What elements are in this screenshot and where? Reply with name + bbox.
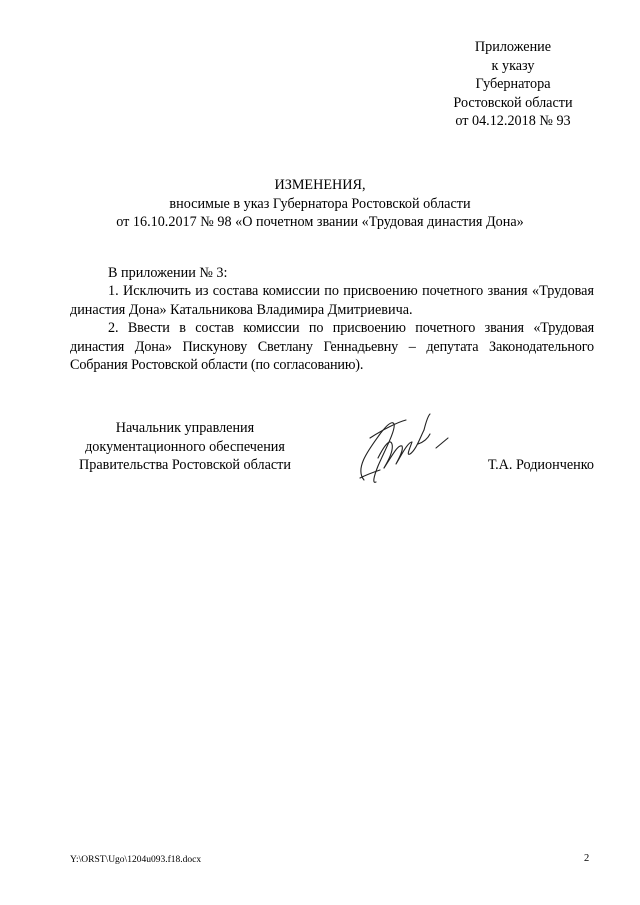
appendix-line-2: к указу (491, 57, 535, 74)
appendix-line-3: Губернатора (475, 76, 551, 92)
appendix-line-4: Ростовской области (453, 94, 573, 111)
signatory-position-line-2: документационного обеспечения (85, 438, 285, 455)
signatory-position-line-1: Начальник управления (115, 420, 255, 436)
title-subtitle-line-2: от 16.10.2017 № 98 «О почетном звании «Трудовая династия Дона» (116, 214, 524, 230)
appendix-line-5: от 04.12.2018 № 93 (455, 113, 571, 129)
page-number: 2 (584, 853, 590, 864)
document-body (70, 264, 594, 374)
document-title (0, 176, 640, 232)
body-item-1: 1. Исключить из состава комиссии по присвоению почетного звания «Трудовая династия Дона» Катальникова Владимира Дмитриевича. (70, 283, 594, 318)
signatory-position (66, 419, 304, 475)
body-item-2: 2. Ввести в состав комиссии по присвоению почетного звания «Трудовая династия Дона» Пискунову Светлану Геннадьевну – депутата Законодательного Собрания Ростовской области (по согласованию). (70, 320, 594, 374)
signatory-position-line-3: Правительства Ростовской области (79, 457, 291, 473)
title-subtitle-line-1: вносимые в указ Губернатора Ростовской области (169, 195, 471, 212)
signatory-name: Т.А. Родионченко (487, 457, 594, 473)
body-intro: В приложении № 3: (108, 265, 228, 281)
title-heading: ИЗМЕНЕНИЯ, (274, 177, 366, 193)
appendix-line-1: Приложение (474, 39, 552, 55)
appendix-block (420, 38, 606, 131)
footer-file-path: Y:\ORST\Ugo\1204u093.f18.docx (70, 855, 202, 865)
handwritten-signature (340, 408, 460, 490)
